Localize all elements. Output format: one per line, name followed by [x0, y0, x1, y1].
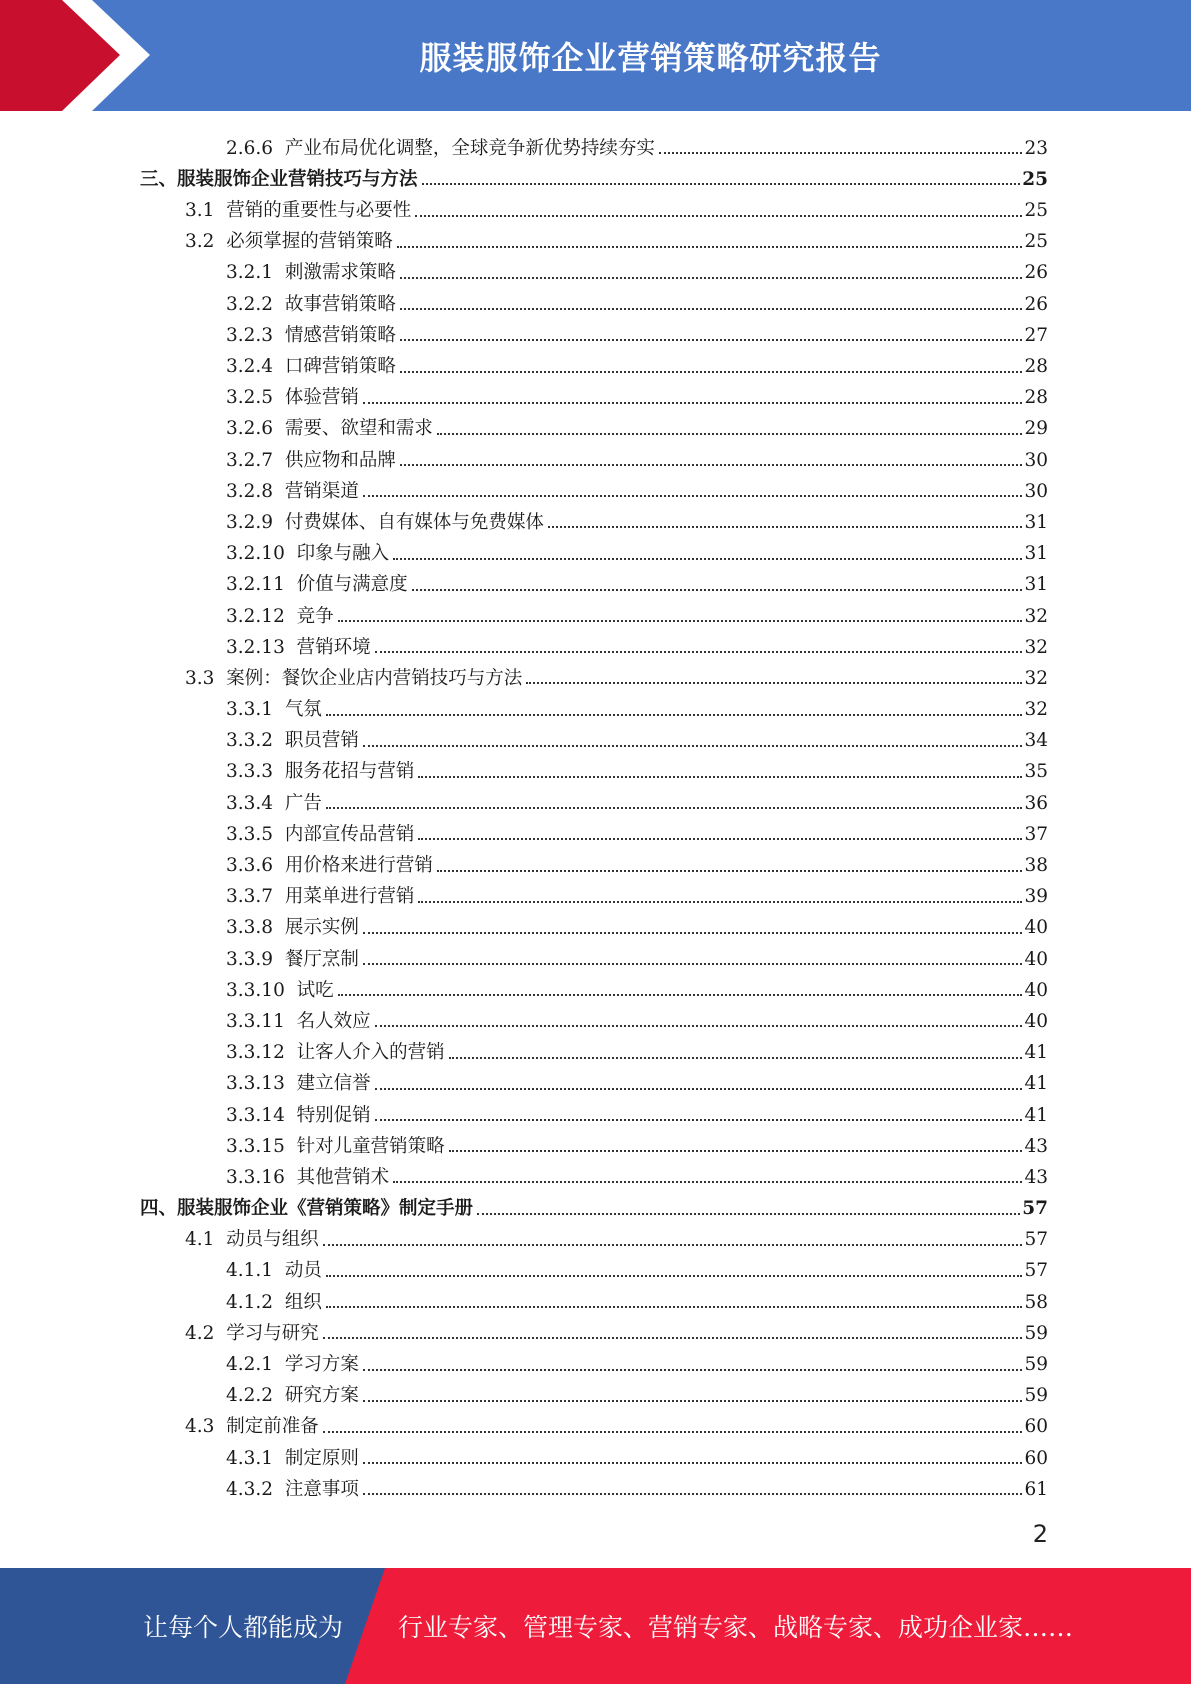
toc-dot-leader: [477, 1213, 1020, 1215]
toc-entry-number: 3.2.12: [226, 605, 285, 627]
toc-entry[interactable]: [140, 314, 1048, 345]
toc-entry-number: 4.3.1: [226, 1447, 274, 1469]
toc-entry-title: 营销环境: [296, 636, 371, 658]
toc-dot-leader: [363, 1493, 1023, 1495]
toc-entry-title: 需要、欲望和需求: [284, 418, 433, 440]
toc-entry-number: 3.3.9: [226, 948, 274, 970]
toc-entry-number: 3.2.5: [226, 387, 274, 409]
toc-entry-title: 产业布局优化调整，全球竞争新优势持续夯实: [284, 137, 655, 159]
toc-dot-leader: [400, 308, 1023, 310]
toc-entry-page: 38: [1024, 855, 1048, 876]
toc-entry[interactable]: [140, 688, 1048, 719]
toc-dot-leader: [338, 994, 1023, 996]
toc-entry-title: 学习方案: [284, 1354, 359, 1375]
toc-entry-page: 25: [1024, 231, 1048, 253]
toc-entry-title: 刺激需求策略: [284, 262, 396, 284]
toc-entry-number: 3.2.1: [226, 262, 274, 284]
page-number: 2: [1032, 1520, 1048, 1548]
toc-entry-number: 3.2.2: [226, 293, 274, 315]
toc-entry[interactable]: [140, 1406, 1048, 1437]
toc-entry[interactable]: [140, 1156, 1048, 1187]
toc-entry[interactable]: [140, 1468, 1048, 1499]
toc-entry-number: 4.1.1: [226, 1260, 274, 1282]
toc-entry-page: 32: [1024, 605, 1048, 627]
toc-entry[interactable]: [140, 626, 1048, 657]
toc-entry-title: 情感营销策略: [284, 324, 396, 346]
toc-entry-page: 40: [1024, 917, 1048, 939]
toc-entry-number: 3.2.4: [226, 356, 274, 377]
toc-entry-number: 4.3: [185, 1416, 215, 1438]
toc-entry-page: 37: [1024, 823, 1048, 845]
chevron-arrow-icon: [0, 0, 160, 111]
toc-entry-page: 32: [1024, 667, 1048, 689]
toc-entry-title: 针对儿童营销策略: [296, 1135, 445, 1157]
toc-entry-page: 28: [1024, 356, 1048, 377]
toc-entry-title: 付费媒体、自有媒体与免费媒体: [284, 511, 544, 533]
toc-entry-title: 广告: [284, 792, 322, 814]
toc-entry[interactable]: [140, 1375, 1048, 1406]
toc-entry[interactable]: [140, 1343, 1048, 1374]
toc-entry-number: 3.3.6: [226, 855, 274, 876]
toc-entry-page: 40: [1024, 979, 1048, 1001]
toc-entry-number: 4.2.2: [226, 1385, 274, 1407]
toc-entry-page: 43: [1024, 1135, 1048, 1157]
toc-entry[interactable]: [140, 1437, 1048, 1468]
toc-dot-leader: [363, 1462, 1023, 1464]
toc-entry-page: 41: [1024, 1042, 1048, 1064]
toc-entry-title: 价值与满意度: [296, 574, 408, 596]
toc-entry[interactable]: [140, 1281, 1048, 1312]
toc-dot-leader: [449, 1057, 1023, 1059]
toc-entry-page: 31: [1024, 574, 1048, 596]
toc-entry-page: 25: [1022, 168, 1048, 190]
toc-entry[interactable]: [140, 1063, 1048, 1094]
toc-entry[interactable]: [140, 283, 1048, 314]
toc-entry-number: 3.1: [185, 200, 215, 222]
page-header: [0, 0, 1191, 111]
toc-entry-title: 印象与融入: [296, 543, 390, 565]
toc-entry-title: 案例：餐饮企业店内营销技巧与方法: [226, 667, 523, 689]
toc-entry-page: 31: [1024, 511, 1048, 533]
toc-dot-leader: [363, 1400, 1023, 1402]
toc-entry-page: 34: [1024, 730, 1048, 752]
toc-entry-number: 3.2.13: [226, 636, 285, 658]
toc-entry-title: 其他营销术: [296, 1166, 390, 1188]
toc-entry-page: 59: [1024, 1385, 1048, 1407]
toc-entry-title: 气氛: [284, 699, 322, 721]
toc-entry-page: 60: [1024, 1416, 1048, 1438]
toc-entry-title: 建立信誉: [296, 1073, 371, 1095]
toc-entry-number: 3.3.16: [226, 1166, 285, 1188]
toc-entry-title: 故事营销策略: [284, 293, 396, 315]
toc-entry[interactable]: [140, 969, 1048, 1000]
toc-entry-number: 4.1.2: [226, 1291, 274, 1313]
toc-entry-page: 27: [1024, 324, 1048, 346]
toc-entry-number: 3.3: [185, 667, 215, 689]
toc-entry-page: 41: [1024, 1104, 1048, 1126]
toc-entry-number: 2.6.6: [226, 137, 274, 159]
toc-entry-number: 4.2.1: [226, 1354, 274, 1375]
toc-entry-number: 3.2: [185, 231, 215, 253]
toc-dot-leader: [323, 1431, 1023, 1433]
toc-entry-page: 59: [1024, 1354, 1048, 1375]
toc-entry-page: 40: [1024, 948, 1048, 970]
toc-entry[interactable]: [140, 907, 1048, 938]
toc-dot-leader: [415, 215, 1022, 217]
toc-dot-leader: [659, 152, 1023, 154]
toc-entry-number: 3.2.7: [226, 449, 274, 471]
toc-entry-number: 3.3.5: [226, 823, 274, 845]
toc-dot-leader: [338, 620, 1023, 622]
toc-entry-number: 3.2.8: [226, 480, 274, 502]
toc-entry-title: 动员与组织: [226, 1229, 319, 1251]
toc-entry[interactable]: [140, 657, 1048, 688]
footer-slogan-left: 让每个人都能成为: [143, 1613, 344, 1642]
toc-entry-page: 43: [1024, 1166, 1048, 1188]
toc-entry-page: 31: [1024, 543, 1048, 565]
toc-entry-number: 3.3.13: [226, 1073, 285, 1095]
toc-entry[interactable]: [140, 751, 1048, 782]
toc-entry[interactable]: [140, 158, 1048, 189]
toc-entry-title: 名人效应: [296, 1010, 371, 1032]
toc-entry[interactable]: [140, 1312, 1048, 1343]
toc-dot-leader: [400, 371, 1023, 373]
toc-entry-title: 竞争: [296, 605, 334, 627]
toc-entry-page: 57: [1024, 1260, 1048, 1282]
toc-entry-title: 注意事项: [284, 1478, 359, 1500]
toc-entry-page: 30: [1024, 480, 1048, 502]
toc-entry[interactable]: [140, 1000, 1048, 1031]
toc-entry-title: 研究方案: [284, 1385, 359, 1407]
toc-entry-number: 3.3.1: [226, 699, 274, 721]
toc-entry-number: 3.3.4: [226, 792, 274, 814]
toc-entry-number: 4.1: [185, 1229, 215, 1251]
toc-entry-title: 三、服装服饰企业营销技巧与方法: [140, 168, 418, 190]
toc-entry-page: 25: [1024, 200, 1048, 222]
toc-dot-leader: [326, 714, 1023, 716]
toc-entry-page: 35: [1024, 761, 1048, 783]
toc-entry[interactable]: [140, 1219, 1048, 1250]
toc-dot-leader: [326, 1275, 1023, 1277]
toc-dot-leader: [363, 932, 1023, 934]
toc-dot-leader: [375, 1119, 1023, 1121]
toc-entry-page: 40: [1024, 1010, 1048, 1032]
toc-dot-leader: [400, 464, 1023, 466]
toc-entry[interactable]: [140, 408, 1048, 439]
toc-entry-page: 59: [1024, 1322, 1048, 1344]
toc-entry-number: 3.3.15: [226, 1135, 285, 1157]
toc-entry-number: 3.2.9: [226, 511, 274, 533]
toc-entry-title: 组织: [284, 1291, 322, 1313]
toc-dot-leader: [363, 402, 1023, 404]
toc-entry-title: 特别促销: [296, 1104, 371, 1126]
toc-entry-title: 营销渠道: [284, 480, 359, 502]
toc-dot-leader: [548, 526, 1023, 528]
toc-entry[interactable]: [140, 252, 1048, 283]
toc-entry-title: 四、服装服饰企业《营销策略》制定手册: [140, 1198, 474, 1220]
toc-entry-page: 28: [1024, 387, 1048, 409]
toc-entry[interactable]: [140, 813, 1048, 844]
toc-entry-title: 用价格来进行营销: [284, 855, 433, 876]
toc-entry-number: 3.3.3: [226, 761, 274, 783]
toc-dot-leader: [326, 1306, 1023, 1308]
toc-dot-leader: [323, 1244, 1023, 1246]
toc-entry-number: 3.3.7: [226, 886, 274, 908]
toc-dot-leader: [393, 1181, 1022, 1183]
toc-entry-title: 必须掌握的营销策略: [226, 231, 393, 253]
toc-entry[interactable]: [140, 377, 1048, 408]
toc-entry[interactable]: [140, 595, 1048, 626]
document-title: 服装服饰企业营销策略研究报告: [419, 38, 882, 77]
toc-dot-leader: [326, 807, 1023, 809]
toc-entry-page: 60: [1024, 1447, 1048, 1469]
toc-entry[interactable]: [140, 189, 1048, 220]
toc-entry[interactable]: [140, 345, 1048, 376]
toc-entry-title: 服务花招与营销: [284, 761, 415, 783]
toc-entry-number: 3.2.11: [226, 574, 285, 596]
toc-entry[interactable]: [140, 1250, 1048, 1281]
toc-entry-page: 57: [1022, 1198, 1048, 1220]
toc-dot-leader: [412, 589, 1023, 591]
toc-dot-leader: [363, 1369, 1023, 1371]
toc-dot-leader: [437, 433, 1023, 435]
toc-entry-page: 61: [1024, 1478, 1048, 1500]
toc-entry-page: 26: [1024, 293, 1048, 315]
toc-entry-number: 4.2: [185, 1322, 215, 1344]
toc-entry-title: 展示实例: [284, 917, 359, 939]
toc-entry-page: 58: [1024, 1291, 1048, 1313]
toc-entry-title: 营销的重要性与必要性: [226, 200, 412, 222]
toc-dot-leader: [375, 651, 1023, 653]
toc-dot-leader: [526, 682, 1022, 684]
toc-entry-page: 39: [1024, 886, 1048, 908]
toc-entry[interactable]: [140, 876, 1048, 907]
footer-slogan-right: 行业专家、管理专家、营销专家、战略专家、成功企业家……: [398, 1613, 1074, 1642]
toc-entry[interactable]: [140, 1125, 1048, 1156]
toc-entry-page: 29: [1024, 418, 1048, 440]
toc-entry-title: 口碑营销策略: [284, 356, 396, 377]
toc-entry-number: 3.2.10: [226, 543, 285, 565]
toc-dot-leader: [375, 1088, 1023, 1090]
toc-entry-number: 3.2.3: [226, 324, 274, 346]
toc-entry-page: 57: [1024, 1229, 1048, 1251]
toc-entry[interactable]: [140, 127, 1048, 158]
toc-entry-number: 3.2.6: [226, 418, 274, 440]
toc-dot-leader: [422, 183, 1021, 185]
toc-entry[interactable]: [140, 532, 1048, 563]
table-of-contents: [140, 127, 1048, 1499]
toc-entry-title: 制定前准备: [226, 1416, 319, 1438]
toc-dot-leader: [393, 558, 1022, 560]
toc-entry[interactable]: [140, 938, 1048, 969]
toc-entry[interactable]: [140, 1187, 1048, 1218]
toc-dot-leader: [400, 277, 1023, 279]
toc-entry-title: 体验营销: [284, 387, 359, 409]
toc-entry-title: 动员: [284, 1260, 322, 1282]
toc-entry-title: 学习与研究: [226, 1322, 319, 1344]
toc-dot-leader: [418, 901, 1022, 903]
toc-entry-page: 26: [1024, 262, 1048, 284]
toc-entry[interactable]: [140, 1031, 1048, 1062]
page-footer: [0, 1568, 1191, 1684]
toc-dot-leader: [363, 495, 1023, 497]
toc-entry[interactable]: [140, 844, 1048, 875]
toc-dot-leader: [363, 963, 1023, 965]
toc-dot-leader: [418, 776, 1022, 778]
toc-entry-number: 3.3.11: [226, 1010, 285, 1032]
toc-entry-number: 3.3.14: [226, 1104, 285, 1126]
toc-entry-title: 试吃: [296, 979, 334, 1001]
toc-entry-title: 让客人介入的营销: [296, 1042, 445, 1064]
toc-dot-leader: [437, 870, 1023, 872]
toc-dot-leader: [375, 1025, 1023, 1027]
toc-entry[interactable]: [140, 564, 1048, 595]
toc-entry-page: 23: [1024, 137, 1048, 159]
toc-dot-leader: [449, 1150, 1023, 1152]
toc-entry[interactable]: [140, 470, 1048, 501]
toc-entry[interactable]: [140, 720, 1048, 751]
toc-dot-leader: [397, 246, 1023, 248]
toc-entry[interactable]: [140, 501, 1048, 532]
toc-entry-number: 4.3.2: [226, 1478, 274, 1500]
toc-entry[interactable]: [140, 221, 1048, 252]
toc-entry[interactable]: [140, 439, 1048, 470]
toc-entry-title: 内部宣传品营销: [284, 823, 415, 845]
toc-entry[interactable]: [140, 782, 1048, 813]
toc-entry-title: 用菜单进行营销: [284, 886, 415, 908]
toc-dot-leader: [400, 339, 1023, 341]
toc-entry-number: 3.3.8: [226, 917, 274, 939]
toc-entry-number: 3.3.10: [226, 979, 285, 1001]
toc-entry[interactable]: [140, 1094, 1048, 1125]
toc-entry-page: 32: [1024, 636, 1048, 658]
toc-entry-title: 职员营销: [284, 730, 359, 752]
toc-entry-page: 32: [1024, 699, 1048, 721]
toc-entry-page: 30: [1024, 449, 1048, 471]
toc-dot-leader: [363, 745, 1023, 747]
toc-entry-title: 供应物和品牌: [284, 449, 396, 471]
toc-dot-leader: [418, 838, 1022, 840]
toc-entry-title: 餐厅烹制: [284, 948, 359, 970]
toc-entry-page: 41: [1024, 1073, 1048, 1095]
toc-entry-title: 制定原则: [284, 1447, 359, 1469]
toc-entry-page: 36: [1024, 792, 1048, 814]
toc-dot-leader: [323, 1337, 1023, 1339]
toc-entry-number: 3.3.2: [226, 730, 274, 752]
toc-entry-number: 3.3.12: [226, 1042, 285, 1064]
